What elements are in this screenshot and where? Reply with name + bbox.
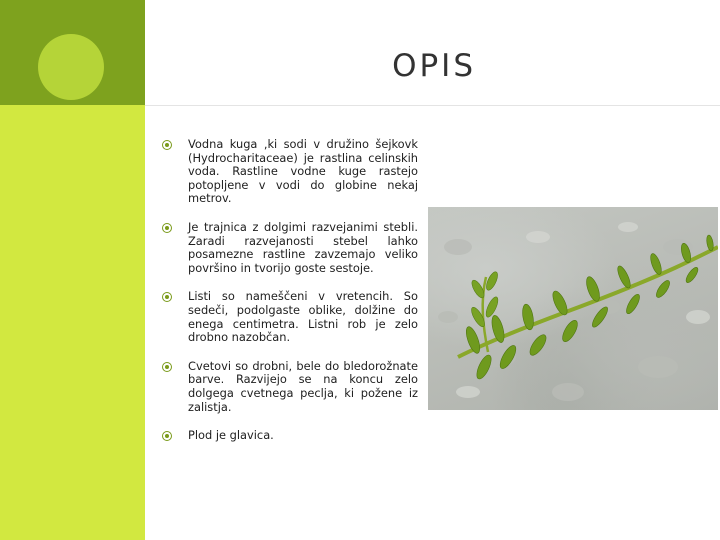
- circle-bullet-icon: [162, 362, 172, 372]
- bullet-item: [160, 138, 418, 206]
- bullet-item: [160, 290, 418, 344]
- bullet-text: Listi so nameščeni v vretencih. So sedeči, podolgaste oblike, dolžine do enega centimetra. Listni rob je zelo drobno nazobčan.: [188, 289, 418, 345]
- circle-bullet-icon: [162, 292, 172, 302]
- slide-title: OPIS: [392, 48, 476, 84]
- circle-bullet-icon: [162, 431, 172, 441]
- bullet-text: Vodna kuga ,ki sodi v družino šejkovk (Hydrocharitaceae) je rastlina celinskih voda. Rastline vodne kuge rastejo potopljene v vodi do globine nekaj metrov.: [188, 137, 418, 206]
- bullet-text: Cvetovi so drobni, bele do bledorožnate barve. Razvijejo se na koncu zelo dolgega cvetnega peclja, ki požene iz zalistja.: [188, 358, 418, 414]
- title-divider: [145, 105, 720, 106]
- bullet-text: Plod je glavica.: [188, 428, 274, 443]
- waterweed-illustration: [428, 207, 718, 410]
- circle-decoration: [38, 34, 104, 100]
- sidebar-bottom-band: [0, 105, 145, 540]
- bullet-item: [160, 429, 418, 443]
- plant-photo: [428, 207, 718, 410]
- circle-bullet-icon: [162, 140, 172, 150]
- bullet-item: [160, 360, 418, 414]
- bullet-text: Je trajnica z dolgimi razvejanimi stebli. Zaradi razvejanosti stebel lahko posamezne rastline zavzemajo veliko površino in tvorijo goste sestoje.: [188, 219, 418, 275]
- bullet-list: [160, 138, 418, 458]
- circle-bullet-icon: [162, 223, 172, 233]
- bullet-item: [160, 221, 418, 275]
